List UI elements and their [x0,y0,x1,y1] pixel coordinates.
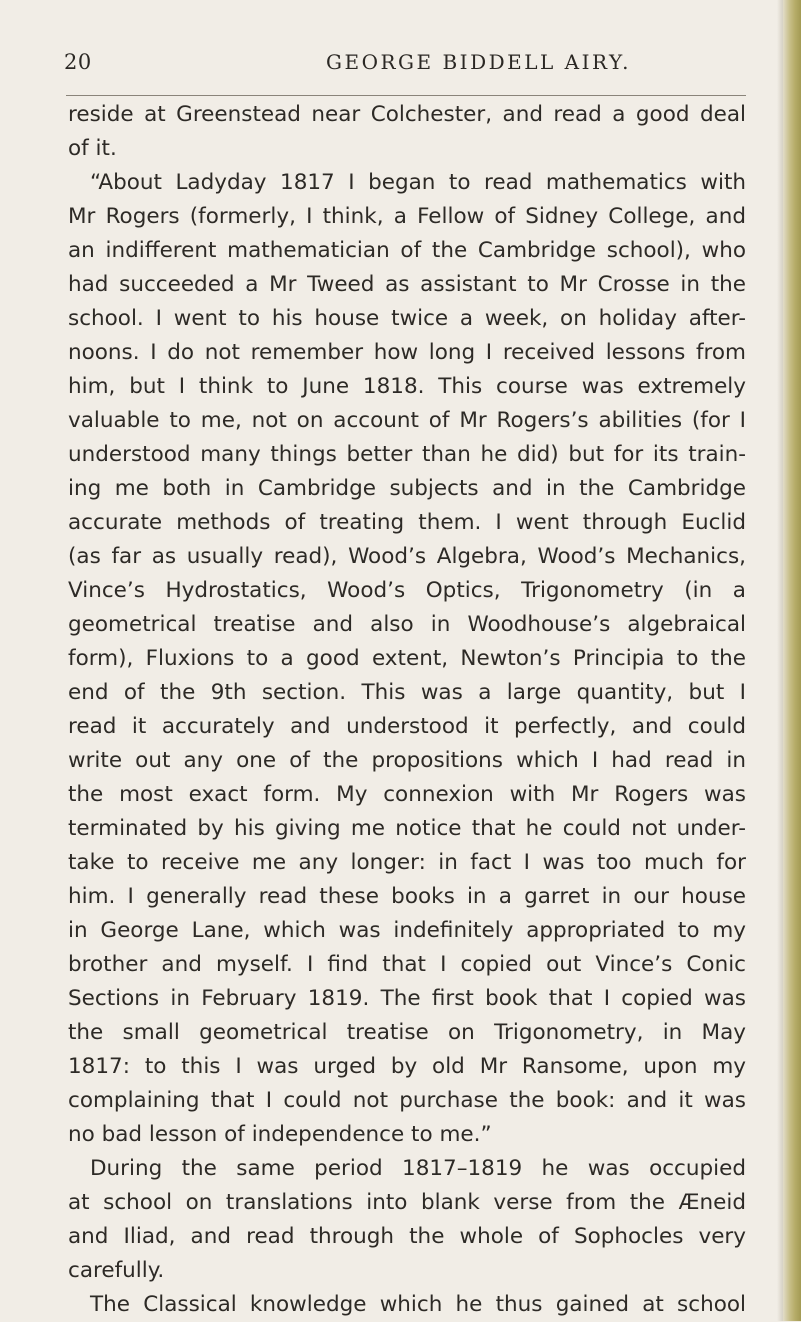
text-line: “About Ladyday 1817 I began to read mathematics with [90,170,746,195]
text-line: carefully. [68,1258,165,1283]
text-line: write out any one of the propositions which I had read in [68,748,746,773]
text-line: terminated by his giving me notice that he could not under- [68,816,746,841]
text-line: form), Fluxions to a good extent, Newton’s Principia to the [68,646,746,671]
page-header [64,50,744,80]
text-line: During the same period 1817–1819 he was occupied [90,1156,746,1181]
running-head: GEORGE BIDDELL AIRY. [326,50,631,74]
text-line: Sections in February 1819. The first book that I copied was [68,986,746,1011]
text-line: end of the 9th section. This was a large quantity, but I [68,680,746,705]
text-line: in George Lane, which was indefinitely appropriated to my [68,918,746,943]
text-line: no bad lesson of independence to me.” [68,1122,492,1147]
text-line: reside at Greenstead near Colchester, and read a good deal [68,102,746,127]
text-line: the most exact form. My connexion with Mr Rogers was [68,782,746,807]
text-line: brother and myself. I find that I copied out Vince’s Conic [68,952,746,977]
text-line: of it. [68,136,117,161]
text-line: ing me both in Cambridge subjects and in the Cambridge [68,476,746,501]
text-line: at school on translations into blank verse from the Æneid [68,1190,746,1215]
text-line: understood many things better than he did) but for its train- [68,442,746,467]
text-line: noons. I do not remember how long I received lessons from [68,340,746,365]
text-line: an indifferent mathematician of the Cambridge school), who [68,238,746,263]
text-line: Vince’s Hydrostatics, Wood’s Optics, Trigonometry (in a [68,578,746,603]
page-number: 20 [64,50,92,74]
text-line: 1817: to this I was urged by old Mr Ransome, upon my [68,1054,746,1079]
body-text [68,98,746,1322]
text-line: the small geometrical treatise on Trigonometry, in May [68,1020,746,1045]
text-line: him. I generally read these books in a garret in our house [68,884,746,909]
text-line: school. I went to his house twice a week, on holiday after- [68,306,746,331]
text-line: and Iliad, and read through the whole of Sophocles very [68,1224,746,1249]
text-line: The Classical knowledge which he thus gained at school [90,1292,746,1317]
text-line: read it accurately and understood it perfectly, and could [68,714,746,739]
page-edge [783,0,801,1321]
text-line: take to receive me any longer: in fact I was too much for [68,850,746,875]
text-line: (as far as usually read), Wood’s Algebra, Wood’s Mechanics, [68,544,746,569]
text-line: valuable to me, not on account of Mr Rogers’s abilities (for I [68,408,746,433]
text-line: accurate methods of treating them. I went through Euclid [68,510,746,535]
text-line: complaining that I could not purchase the book: and it was [68,1088,746,1113]
text-line: had succeeded a Mr Tweed as assistant to Mr Crosse in the [68,272,746,297]
text-line: him, but I think to June 1818. This course was extremely [68,374,746,399]
text-line: Mr Rogers (formerly, I think, a Fellow of Sidney College, and [68,204,746,229]
header-rule [66,95,746,96]
text-line: geometrical treatise and also in Woodhouse’s algebraical [68,612,746,637]
